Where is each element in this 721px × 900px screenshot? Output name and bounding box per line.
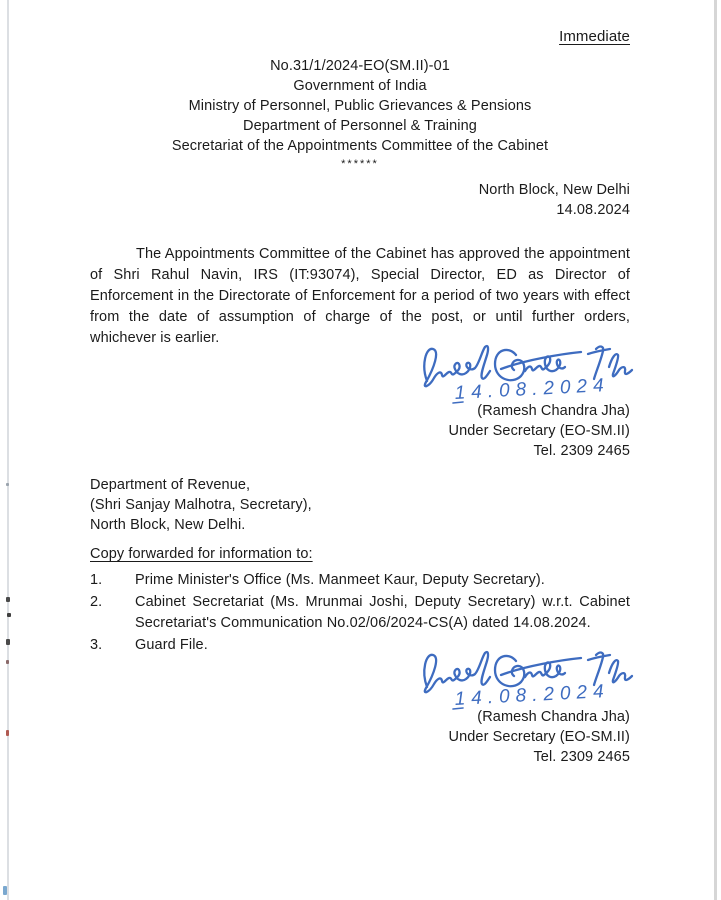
signature-stroke [588,655,610,660]
signature-ink [413,647,648,711]
order-paragraph: The Appointments Committee of the Cabinet has approved the appointment of Shri Rahul Navin, IRS (IT:93074), Special Director, ED as Director of Enforcement in the Directorate of Enforcement for a period of two years with effect from the date of assumption of charge of the post, or until further orders, whichever is earlier. [90,246,630,346]
scan-speck [7,613,11,617]
signature-block-2 [90,647,630,767]
scan-speck [6,660,9,664]
date-line: 14.08.2024 [556,202,630,218]
scan-speck [6,730,9,736]
list-item [90,570,630,591]
government-line: Government of India [293,78,427,94]
signature-stroke [424,346,490,386]
signature-ink [413,341,648,405]
scan-speck [6,597,10,602]
list-item-text: Prime Minister's Office (Ms. Manmeet Kaur, Deputy Secretary). [135,572,545,588]
signature-stroke [609,660,632,682]
addressee-officer: (Shri Sanjay Malhotra, Secretary), [90,497,312,513]
signature-date-handwritten: 14.08.2024 [454,374,611,404]
list-item-text: Guard File. [135,637,208,653]
scan-edge-left [7,0,9,900]
priority-marking [90,27,630,47]
signatory-name: (Ramesh Chandra Jha) [477,709,630,725]
department-line: Department of Personnel & Training [243,118,477,134]
secretariat-line: Secretariat of the Appointments Committee of the Cabinet [171,138,549,154]
signatory-telephone: Tel. 2309 2465 [533,749,630,765]
list-item-number: 2. [90,594,103,610]
scan-speck [6,639,10,645]
priority-label: Immediate [559,28,630,45]
signature-date-handwritten: 14.08.2024 [454,680,611,710]
signature-stroke [609,354,632,376]
scan-speck [3,886,7,895]
signatory-designation: Under Secretary (EO-SM.II) [448,423,630,439]
addressee-department: Department of Revenue, [90,477,251,493]
document-content [90,0,630,767]
dateline [90,180,630,220]
list-item-number: 3. [90,637,103,653]
signatory-telephone: Tel. 2309 2465 [533,443,630,459]
signature-stroke [525,662,565,677]
place-line: North Block, New Delhi [478,182,630,198]
copy-forwarded-heading: Copy forwarded for information to: [90,546,313,562]
signature-stroke [424,652,490,692]
signature-stroke [525,356,565,371]
scan-speck [6,483,9,486]
signature-block-1 [90,341,630,461]
list-item-text: Cabinet Secretariat (Ms. Mrunmai Joshi, Deputy Secretary) w.r.t. Cabinet Secretariat's Communication No.02/06/2024-CS(A) dated 14.08.2024. [135,594,630,631]
copy-list [90,570,630,656]
signature-stroke [588,349,610,354]
addressee-address: North Block, New Delhi. [90,517,246,533]
list-item-number: 1. [90,572,103,588]
file-number: No.31/1/2024-EO(SM.II)-01 [270,58,450,74]
signatory-name: (Ramesh Chandra Jha) [477,403,630,419]
signatory-designation: Under Secretary (EO-SM.II) [448,729,630,745]
list-item [90,592,630,634]
letterhead [90,56,630,172]
ministry-line: Ministry of Personnel, Public Grievances & Pensions [188,98,532,114]
separator-stars: ****** [341,158,379,170]
addressee-block [90,475,630,535]
scan-edge-right [714,0,717,900]
